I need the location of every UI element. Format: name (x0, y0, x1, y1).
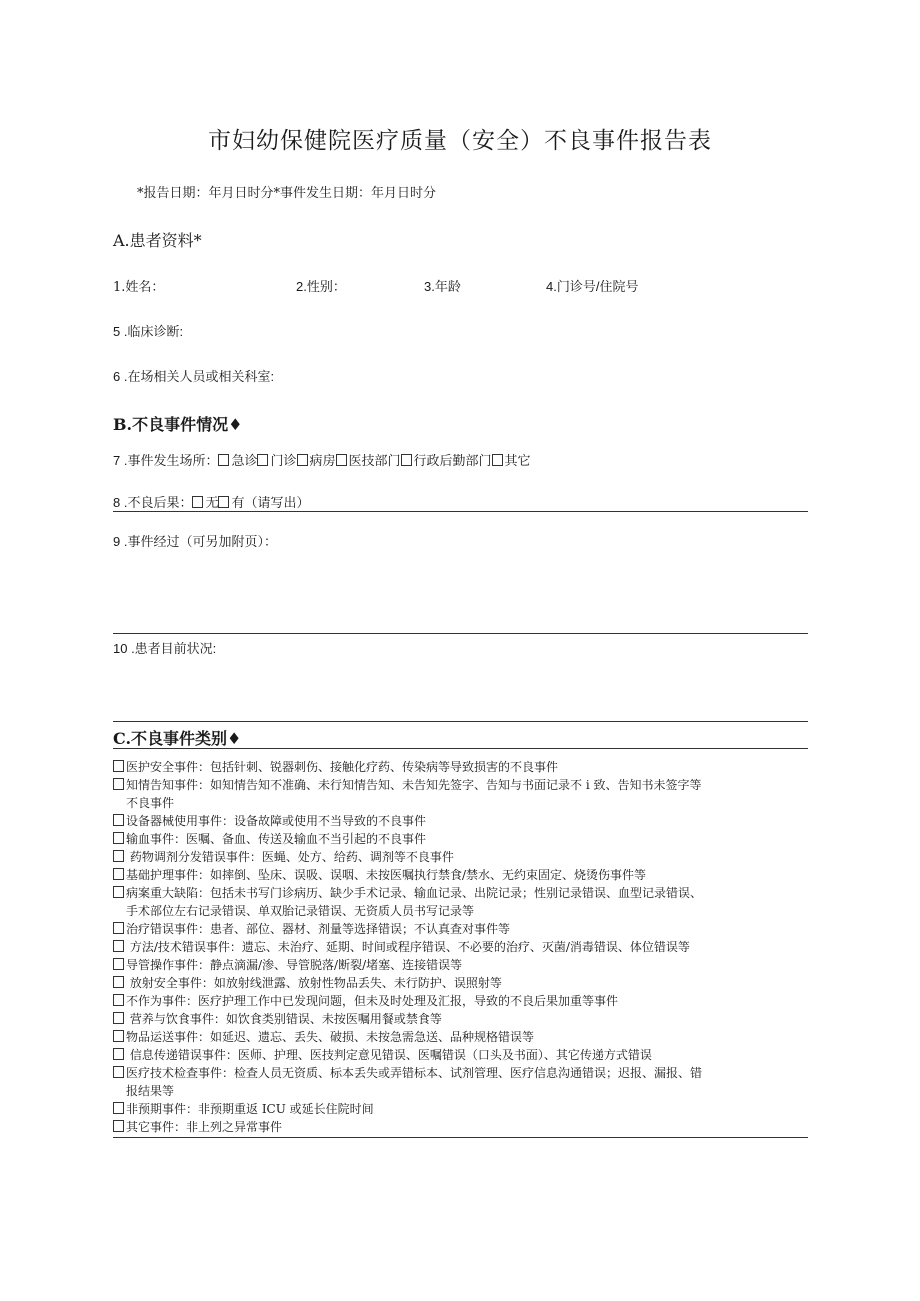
location-label: 7 .事件发生场所： (113, 453, 219, 468)
category-item: 其它事件：非上列之异常事件 (113, 1118, 803, 1136)
patient-gender-label: 2.性别： (296, 279, 346, 294)
form-title: 市妇幼保健院医疗质量（安全）不良事件报告表 (208, 128, 712, 154)
patient-name-label: 1.姓名： (113, 280, 165, 295)
category-item: 知情告知事件：如知情告知不准确、未行知情告知、未告知先签字、告知与书面记录不 i 致、告知书未签字等 (113, 776, 803, 794)
category-item: 病案重大缺陷：包括未书写门诊病历、缺少手术记录、输血记录、出院记录；性别记录错误、血型记录错误、 (113, 884, 803, 902)
category-item: 信息传递错误事件：医师、护理、医技判定意见错误、医嘱错误（口头及书面）、其它传递方式错误 (113, 1046, 803, 1064)
divider (113, 748, 808, 749)
location-option-outpatient: 门诊 (270, 453, 297, 468)
report-dates-line: *报告日期：年月日时分*事件发生日期：年月日时分 (137, 186, 437, 201)
category-item: 营养与饮食事件：如饮食类别错误、未按医嘱用餐或禁食等 (113, 1010, 803, 1028)
category-checkbox[interactable] (113, 1120, 124, 1132)
location-row (113, 450, 531, 469)
location-checkbox-medtech[interactable] (336, 454, 347, 466)
category-checkbox[interactable] (113, 1066, 124, 1078)
category-checkbox[interactable] (113, 940, 124, 952)
patient-status-label: 10 .患者目前状况: (113, 641, 217, 656)
category-item: 医护安全事件：包括针刺、锐器刺伤、接触化疗药、传染病等导致损害的不良事件 (113, 758, 803, 776)
category-item: 医疗技术检查事件：检查人员无资质、标本丢失或弄错标本、试剂管理、医疗信息沟通错误；迟报、漏报、错 (113, 1064, 803, 1082)
location-option-ward: 病房 (309, 453, 336, 468)
category-checkbox[interactable] (113, 868, 124, 880)
staff-present-label: 6 .在场相关人员或相关科室: (113, 369, 275, 384)
category-item-continuation: 手术部位左右记录错误、单双胎记录错误、无资质人员书写记录等 (126, 904, 475, 918)
category-item: 方法/技术错误事件：遗忘、未治疗、延期、时间或程序错误、不必要的治疗、灭菌/消毒错误、体位错误等 (113, 938, 803, 956)
consequence-option-none: 无 (205, 495, 219, 510)
category-item: 放射安全事件：如放射线泄露、放射性物品丢失、未行防护、误照射等 (113, 974, 803, 992)
divider (113, 511, 808, 512)
event-process-label: 9 .事件经过（可另加附页）： (113, 534, 277, 549)
category-checkbox[interactable] (113, 1102, 124, 1114)
category-checkbox[interactable] (113, 1012, 124, 1024)
section-b-heading: B.不良事件情况♦ (113, 415, 243, 434)
consequence-option-yes: 有（请写出） (231, 495, 310, 510)
location-checkbox-admin[interactable] (401, 454, 412, 466)
category-item: 基础护理事件：如摔倒、坠床、误吸、误咽、未按医嘱执行禁食/禁水、无约束固定、烧烫伤事件等 (113, 866, 803, 884)
location-checkbox-outpatient[interactable] (257, 454, 268, 466)
consequence-checkbox-yes[interactable] (218, 496, 229, 508)
category-checkbox[interactable] (113, 814, 124, 826)
category-item: 导管操作事件：静点滴漏/渗、导管脱落/断裂/堵塞、连接错误等 (113, 956, 803, 974)
divider (113, 1137, 808, 1138)
category-item: 非预期事件：非预期重返 ICU 或延长住院时间 (113, 1100, 803, 1118)
category-checkbox[interactable] (113, 994, 124, 1006)
category-item: 输血事件：医嘱、备血、传送及输血不当引起的不良事件 (113, 830, 803, 848)
divider (113, 633, 808, 634)
divider (113, 721, 808, 722)
category-item: 不作为事件：医疗护理工作中已发现问题，但未及时处理及汇报，导致的不良后果加重等事件 (113, 992, 803, 1010)
category-item: 治疗错误事件：患者、部位、器材、剂量等选择错误；不认真查对事件等 (113, 920, 803, 938)
category-checkbox[interactable] (113, 850, 124, 862)
category-checkbox[interactable] (113, 760, 124, 772)
location-checkbox-emergency[interactable] (218, 454, 229, 466)
location-option-other: 其它 (504, 453, 531, 468)
category-checkbox[interactable] (113, 778, 124, 790)
patient-id-label: 4.门诊号/住院号 (546, 279, 639, 294)
category-checkbox[interactable] (113, 1030, 124, 1042)
category-item: 设备器械使用事件：设备故障或使用不当导致的不良事件 (113, 812, 803, 830)
category-checkbox[interactable] (113, 922, 124, 934)
category-item-continuation: 报结果等 (126, 1084, 175, 1098)
diagnosis-label: 5 .临床诊断: (113, 324, 184, 339)
category-checkbox[interactable] (113, 976, 124, 988)
category-checkbox[interactable] (113, 886, 124, 898)
location-option-emergency: 急诊 (231, 453, 258, 468)
location-option-medtech: 医技部门 (348, 453, 401, 468)
location-option-admin: 行政后勤部门 (413, 453, 492, 468)
consequence-row (113, 492, 310, 511)
category-checkbox[interactable] (113, 958, 124, 970)
category-item: 药物调剂分发错误事件：医蝇、处方、给药、调剂等不良事件 (113, 848, 803, 866)
consequence-checkbox-none[interactable] (192, 496, 203, 508)
section-a-heading: A.患者资料* (113, 231, 202, 250)
category-list (113, 758, 803, 1136)
category-item-continuation: 不良事件 (126, 796, 175, 810)
location-checkbox-other[interactable] (492, 454, 503, 466)
consequence-label: 8 .不良后果： (113, 495, 193, 510)
category-item: 物品运送事件：如延迟、遗忘、丢失、破损、未按急需急送、品种规格错误等 (113, 1028, 803, 1046)
category-checkbox[interactable] (113, 832, 124, 844)
section-c-heading: C.不良事件类别♦ (113, 729, 242, 748)
location-checkbox-ward[interactable] (297, 454, 308, 466)
patient-age-label: 3.年龄 (424, 279, 461, 294)
category-checkbox[interactable] (113, 1048, 124, 1060)
